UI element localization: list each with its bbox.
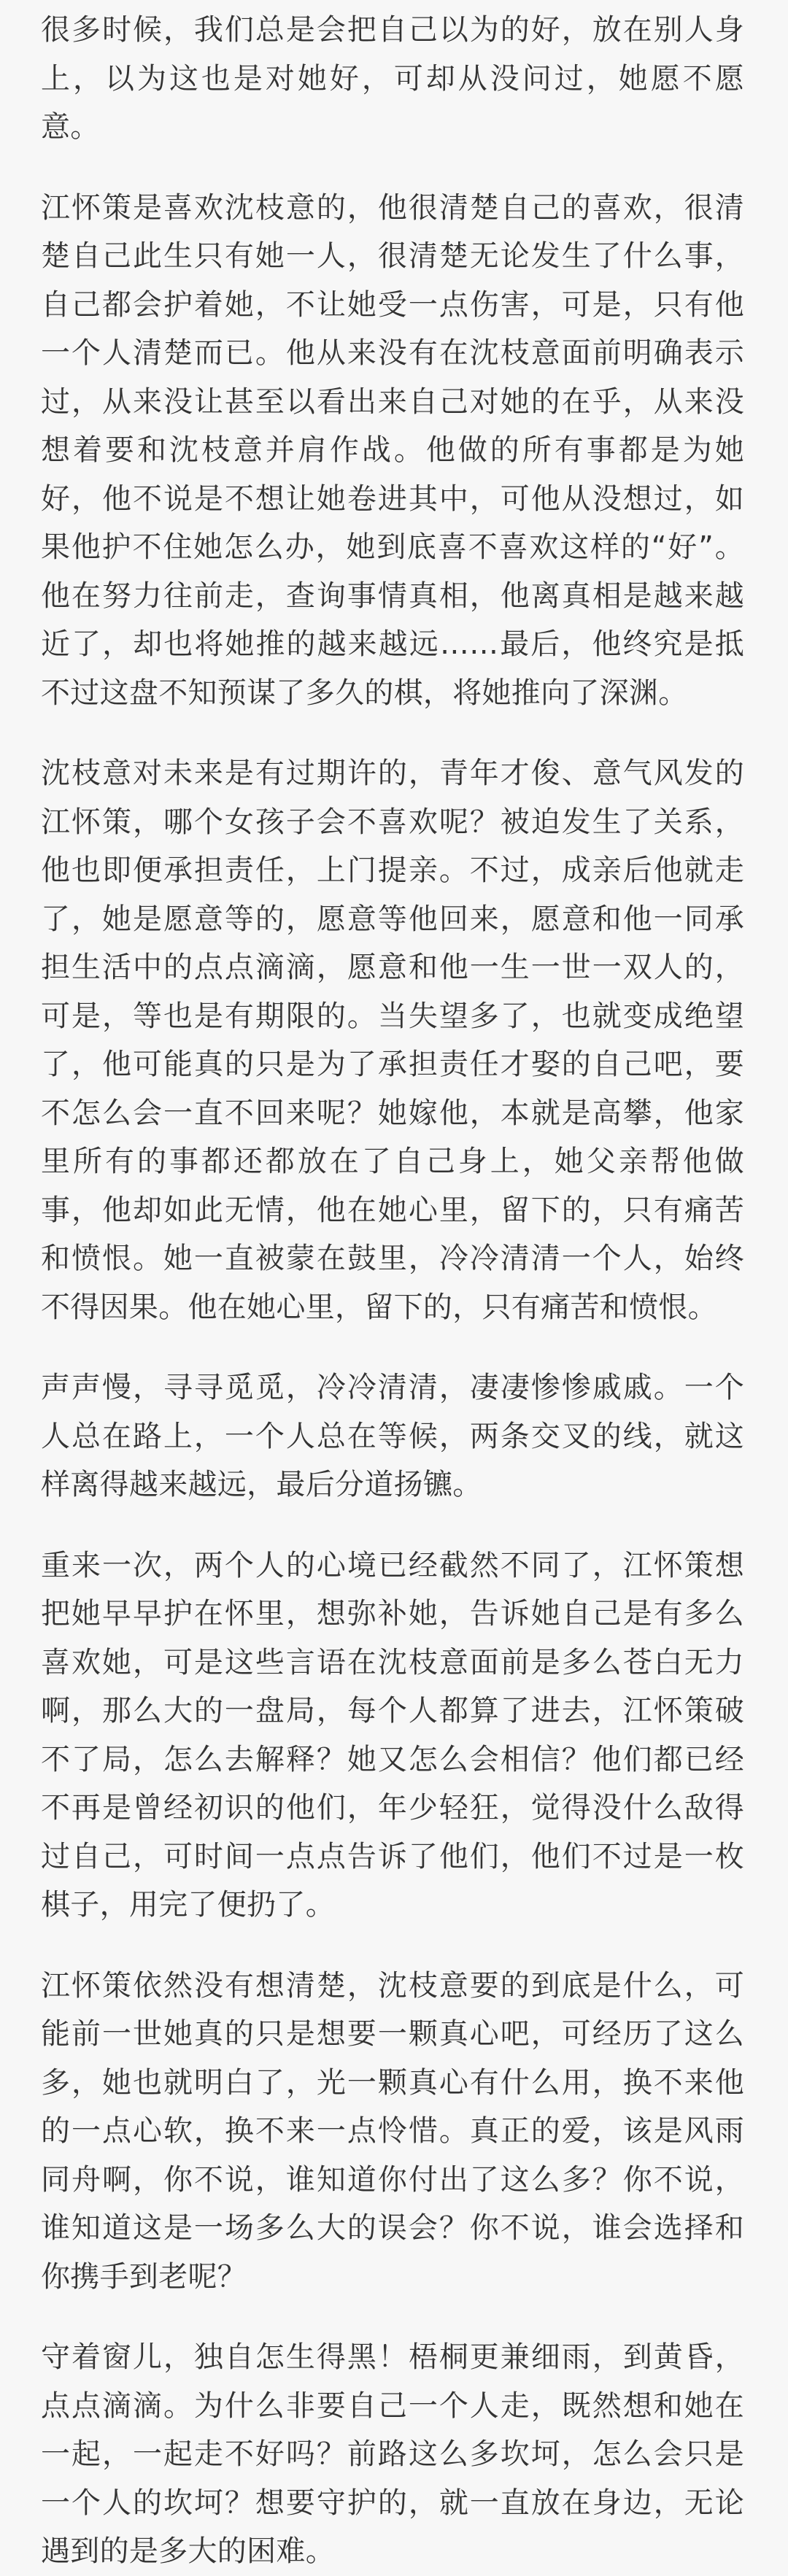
paragraph: 很多时候，我们总是会把自己以为的好，放在别人身上，以为这也是对她好，可却从没问过，她愿不愿意。 xyxy=(41,13,744,144)
paragraph: 重来一次，两个人的心境已经截然不同了，江怀策想把她早早护在怀里，想弥补她，告诉她自己是有多么喜欢她，可是这些言语在沈枝意面前是多么苍白无力啊，那么大的一盘局，每个人都算了进去，江怀策破不了局，怎么去解释？她又怎么会相信？他们都已经不再是曾经初识的他们，年少轻狂，觉得没什么敌得过自己，可时间一点点告诉了他们，他们不过是一枚棋子，用完了便扔了。 xyxy=(41,1548,744,1922)
paragraph: 江怀策是喜欢沈枝意的，他很清楚自己的喜欢，很清楚自己此生只有她一人，很清楚无论发生了什么事，自己都会护着她，不让她受一点伤害，可是，只有他一个人清楚而已。他从来没有在沈枝意面前明确表示过，从来没让甚至以看出来自己对她的在乎，从来没想着要和沈枝意并肩作战。他做的所有事都是为她好，他不说是不想让她卷进其中，可他从没想过，如果他护不住她怎么办，她到底喜不喜欢这样的“好”。他在努力往前走，查询事情真相，他离真相是越来越近了，却也将她推的越来越远……最后，他终究是抵不过这盘不知预谋了多久的棋，将她推向了深渊。 xyxy=(41,190,744,710)
paragraph: 沈枝意对未来是有过期许的，青年才俊、意气风发的江怀策，哪个女孩子会不喜欢呢？被迫发生了关系，他也即便承担责任，上门提亲。不过，成亲后他就走了，她是愿意等的，愿意等他回来，愿意和他一同承担生活中的点点滴滴，愿意和他一生一世一双人的，可是，等也是有期限的。当失望多了，也就变成绝望了，他可能真的只是为了承担责任才娶的自己吧，要不怎么会一直不回来呢？她嫁他，本就是高攀，他家里所有的事都还都放在了自己身上，她父亲帮他做事，他却如此无情，他在她心里，留下的，只有痛苦和愤恨。她一直被蒙在鼓里，冷冷清清一个人，始终不得因果。他在她心里，留下的，只有痛苦和愤恨。 xyxy=(41,757,744,1324)
paragraph: 江怀策依然没有想清楚，沈枝意要的到底是什么，可能前一世她真的只是想要一颗真心吧，可经历了这么多，她也就明白了，光一颗真心有什么用，换不来他的一点心软，换不来一点怜惜。真正的爱，该是风雨同舟啊，你不说，谁知道你付出了这么多？你不说，谁知道这是一场多么大的误会？你不说，谁会选择和你携手到老呢？ xyxy=(41,1968,744,2294)
paragraph: 守着窗儿，独自怎生得黑！梧桐更兼细雨，到黄昏，点点滴滴。为什么非要自己一个人走，既然想和她在一起，一起走不好吗？前路这么多坎坷，怎么会只是一个人的坎坷？想要守护的，就一直放在身边，无论遇到的是多大的困难。 xyxy=(41,2340,744,2568)
paragraph: 声声慢，寻寻觅觅，冷冷清清，凄凄惨惨戚戚。一个人总在路上，一个人总在等候，两条交叉的线，就这样离得越来越远，最后分道扬镳。 xyxy=(41,1371,744,1501)
